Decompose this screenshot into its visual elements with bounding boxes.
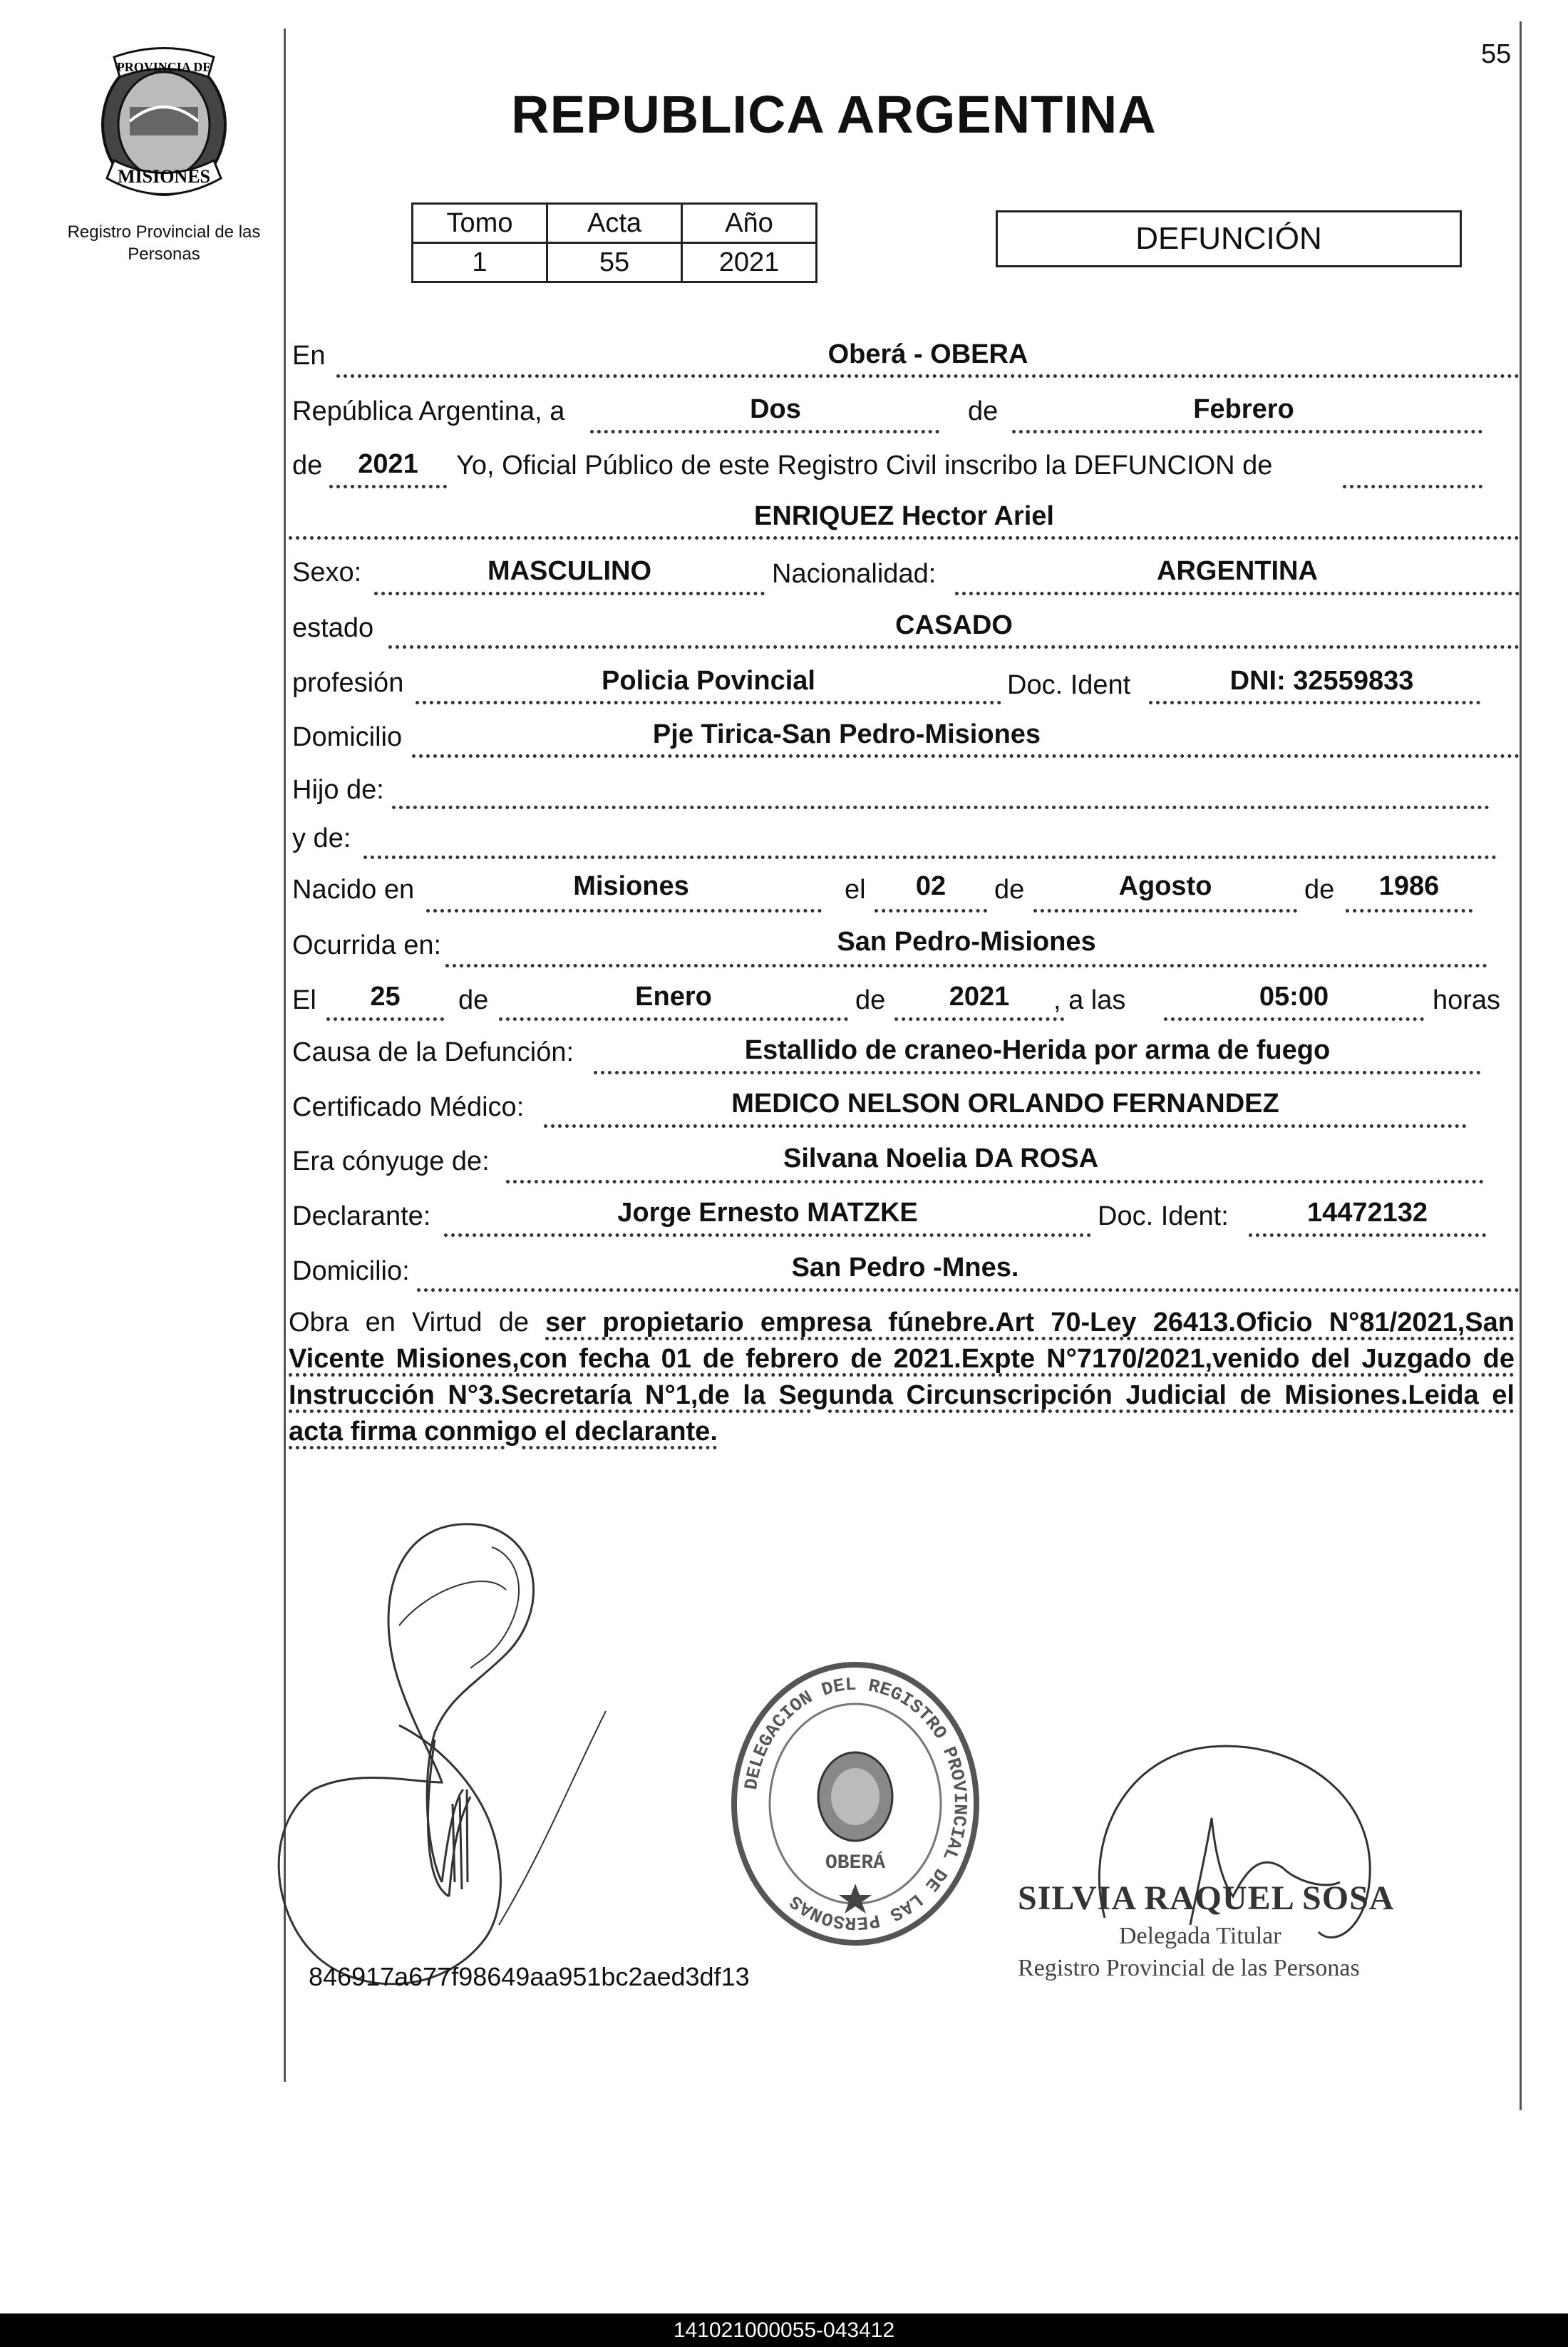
field-domicilio: Pje Tirica-San Pedro-Misiones [652, 719, 1041, 749]
dotted-line [594, 1071, 1481, 1074]
declarant-signature [271, 1483, 698, 2039]
label-domicilio: Domicilio: [292, 1256, 410, 1286]
official-stamp-office: Registro Provincial de las Personas [1018, 1955, 1360, 1981]
label-republica: República Argentina, a [292, 396, 565, 426]
label-certificado: Certificado Médico: [292, 1092, 525, 1122]
dotted-line [374, 592, 765, 595]
field-anio: 2021 [358, 449, 418, 479]
field-nacido-en: Misiones [573, 871, 689, 901]
document-type-box: DEFUNCIÓN [996, 210, 1462, 267]
dotted-line [544, 1124, 1467, 1128]
label-en: En [292, 341, 326, 371]
footer-code-bar: 141021000055-043412 [0, 2313, 1568, 2347]
table-value-tomo: 1 [413, 243, 547, 282]
label-de: de [1304, 875, 1335, 905]
label-horas: horas [1433, 985, 1501, 1015]
field-doc-ident: DNI: 32559833 [1229, 666, 1414, 696]
field-def-anio: 2021 [949, 982, 1010, 1012]
field-mes: Febrero [1193, 394, 1294, 424]
dotted-line [388, 645, 1520, 649]
seal-ring-text: DELEGACION DEL REGISTRO PROVINCIAL DE LAS PERSONAS [741, 1673, 971, 1934]
field-declarante: Jorge Ernesto MATZKE [617, 1198, 918, 1228]
label-de: de [292, 451, 323, 481]
label-de: de [994, 875, 1025, 905]
dotted-line [412, 754, 1520, 758]
table-value-anio: 2021 [682, 243, 817, 282]
dotted-line [1149, 701, 1480, 704]
label-conyuge: Era cónyuge de: [292, 1146, 490, 1176]
field-dia: Dos [750, 394, 801, 424]
dotted-line [363, 856, 1497, 859]
label-causa: Causa de la Defunción: [292, 1037, 574, 1067]
label-ocurrida-en: Ocurrida en: [292, 930, 442, 960]
dotted-line [1346, 909, 1472, 913]
label-de: de [458, 985, 489, 1015]
label-domicilio: Domicilio [292, 722, 403, 752]
dotted-line [417, 1288, 1520, 1292]
label-sexo: Sexo: [292, 558, 362, 587]
official-stamp-role: Delegada Titular [1119, 1923, 1281, 1949]
label-obra-en-virtud: Obra en Virtud de [289, 1308, 529, 1337]
logo-top-text: PROVINCIA DE [116, 60, 212, 74]
label-de: de [855, 985, 886, 1015]
label-estado: estado [292, 613, 374, 643]
dotted-line [1033, 909, 1297, 913]
field-def-mes: Enero [635, 982, 712, 1012]
label-nacionalidad: Nacionalidad: [772, 559, 937, 589]
table-header-anio: Año [682, 204, 817, 243]
field-nac-dia: 02 [915, 871, 947, 901]
field-nacionalidad: ARGENTINA [1157, 556, 1318, 586]
label-declarante: Declarante: [292, 1201, 431, 1231]
dotted-line [875, 909, 987, 913]
field-conyuge: Silvana Noelia DA ROSA [783, 1144, 1099, 1174]
label-el: El [292, 985, 316, 1015]
label-de: de [968, 396, 999, 426]
dotted-line [444, 1233, 1091, 1237]
right-margin-rule [1520, 21, 1522, 2110]
label-el: el [845, 875, 866, 905]
field-def-hora: 05:00 [1259, 982, 1329, 1012]
dotted-line [336, 374, 1520, 378]
label-profesion: profesión [292, 668, 404, 698]
field-profesion: Policia Povincial [602, 666, 815, 696]
logo-caption: Registro Provincial de las Personas [67, 222, 261, 264]
dotted-line [894, 1017, 1064, 1021]
field-ocurrida-en: San Pedro-Misiones [837, 927, 1096, 957]
dotted-line [445, 964, 1487, 967]
obra-en-virtud-paragraph [289, 1305, 1515, 1450]
label-hijo-de: Hijo de: [292, 775, 384, 805]
field-estado: CASADO [895, 610, 1013, 640]
dotted-line [955, 592, 1520, 595]
dotted-line [426, 909, 822, 913]
label-doc-ident: Doc. Ident [1007, 670, 1131, 700]
field-obra-en-virtud: ser propietario empresa fúnebre.Art 70-Ley 26413.Oficio N°81/2021,San Vicente Misiones,con fecha 01 de febrero de 2021.Expte N°7170/2021,venido del Juzgado de Instrucción N°3.Secretaría N°1,de la Segunda Circunscripción Judicial de Misiones.Leida el acta firma conmigo el declarante. [289, 1308, 1515, 1447]
page-number: 55 [1481, 39, 1512, 69]
field-lugar: Oberá - OBERA [827, 339, 1028, 369]
dotted-line [1164, 1017, 1424, 1021]
label-a-las: , a las [1053, 985, 1126, 1015]
table-header-tomo: Tomo [413, 204, 547, 243]
dotted-line [289, 536, 1520, 540]
field-declarante-doc: 14472132 [1306, 1198, 1428, 1228]
dotted-line [416, 701, 1001, 704]
register-table [411, 202, 817, 283]
dotted-line [499, 1017, 848, 1021]
registry-seal [720, 1654, 991, 1968]
dotted-line [1343, 485, 1482, 488]
field-nac-anio: 1986 [1378, 871, 1440, 901]
dotted-line [1012, 430, 1482, 433]
field-declarante-domicilio: San Pedro -Mnes. [791, 1253, 1019, 1283]
field-sexo: MASCULINO [487, 556, 652, 586]
dotted-line [590, 430, 939, 433]
table-header-acta: Acta [547, 204, 682, 243]
dotted-line [392, 806, 1490, 809]
dotted-line [1249, 1233, 1486, 1237]
field-def-dia: 25 [370, 982, 401, 1012]
page-title: REPUBLICA ARGENTINA [511, 85, 1157, 144]
label-y-de: y de: [292, 823, 351, 853]
field-nac-mes: Agosto [1118, 871, 1212, 901]
field-certificado: MEDICO NELSON ORLANDO FERNANDEZ [731, 1089, 1279, 1119]
dotted-line [506, 1180, 1484, 1183]
dotted-line [326, 1017, 444, 1021]
field-nombre: ENRIQUEZ Hector Ariel [754, 501, 1054, 531]
label-yo: Yo, Oficial Público de este Registro Civil inscribo la DEFUNCION de [456, 451, 1273, 481]
field-causa: Estallido de craneo-Herida por arma de fuego [744, 1035, 1331, 1065]
official-stamp-name: SILVIA RAQUEL SOSA [1018, 1879, 1395, 1917]
table-value-acta: 55 [547, 243, 682, 282]
register-table-value-row [413, 243, 817, 282]
dotted-line [329, 485, 447, 488]
document-hash: 846917a677f98649aa951bc2aed3df13 [309, 1962, 750, 1991]
seal-center-text: OBERÁ [825, 1852, 886, 1874]
logo-bottom-text: MISIONES [117, 166, 211, 187]
label-doc-ident: Doc. Ident: [1098, 1201, 1229, 1231]
label-nacido-en: Nacido en [292, 875, 415, 905]
register-table-header-row [413, 204, 817, 243]
